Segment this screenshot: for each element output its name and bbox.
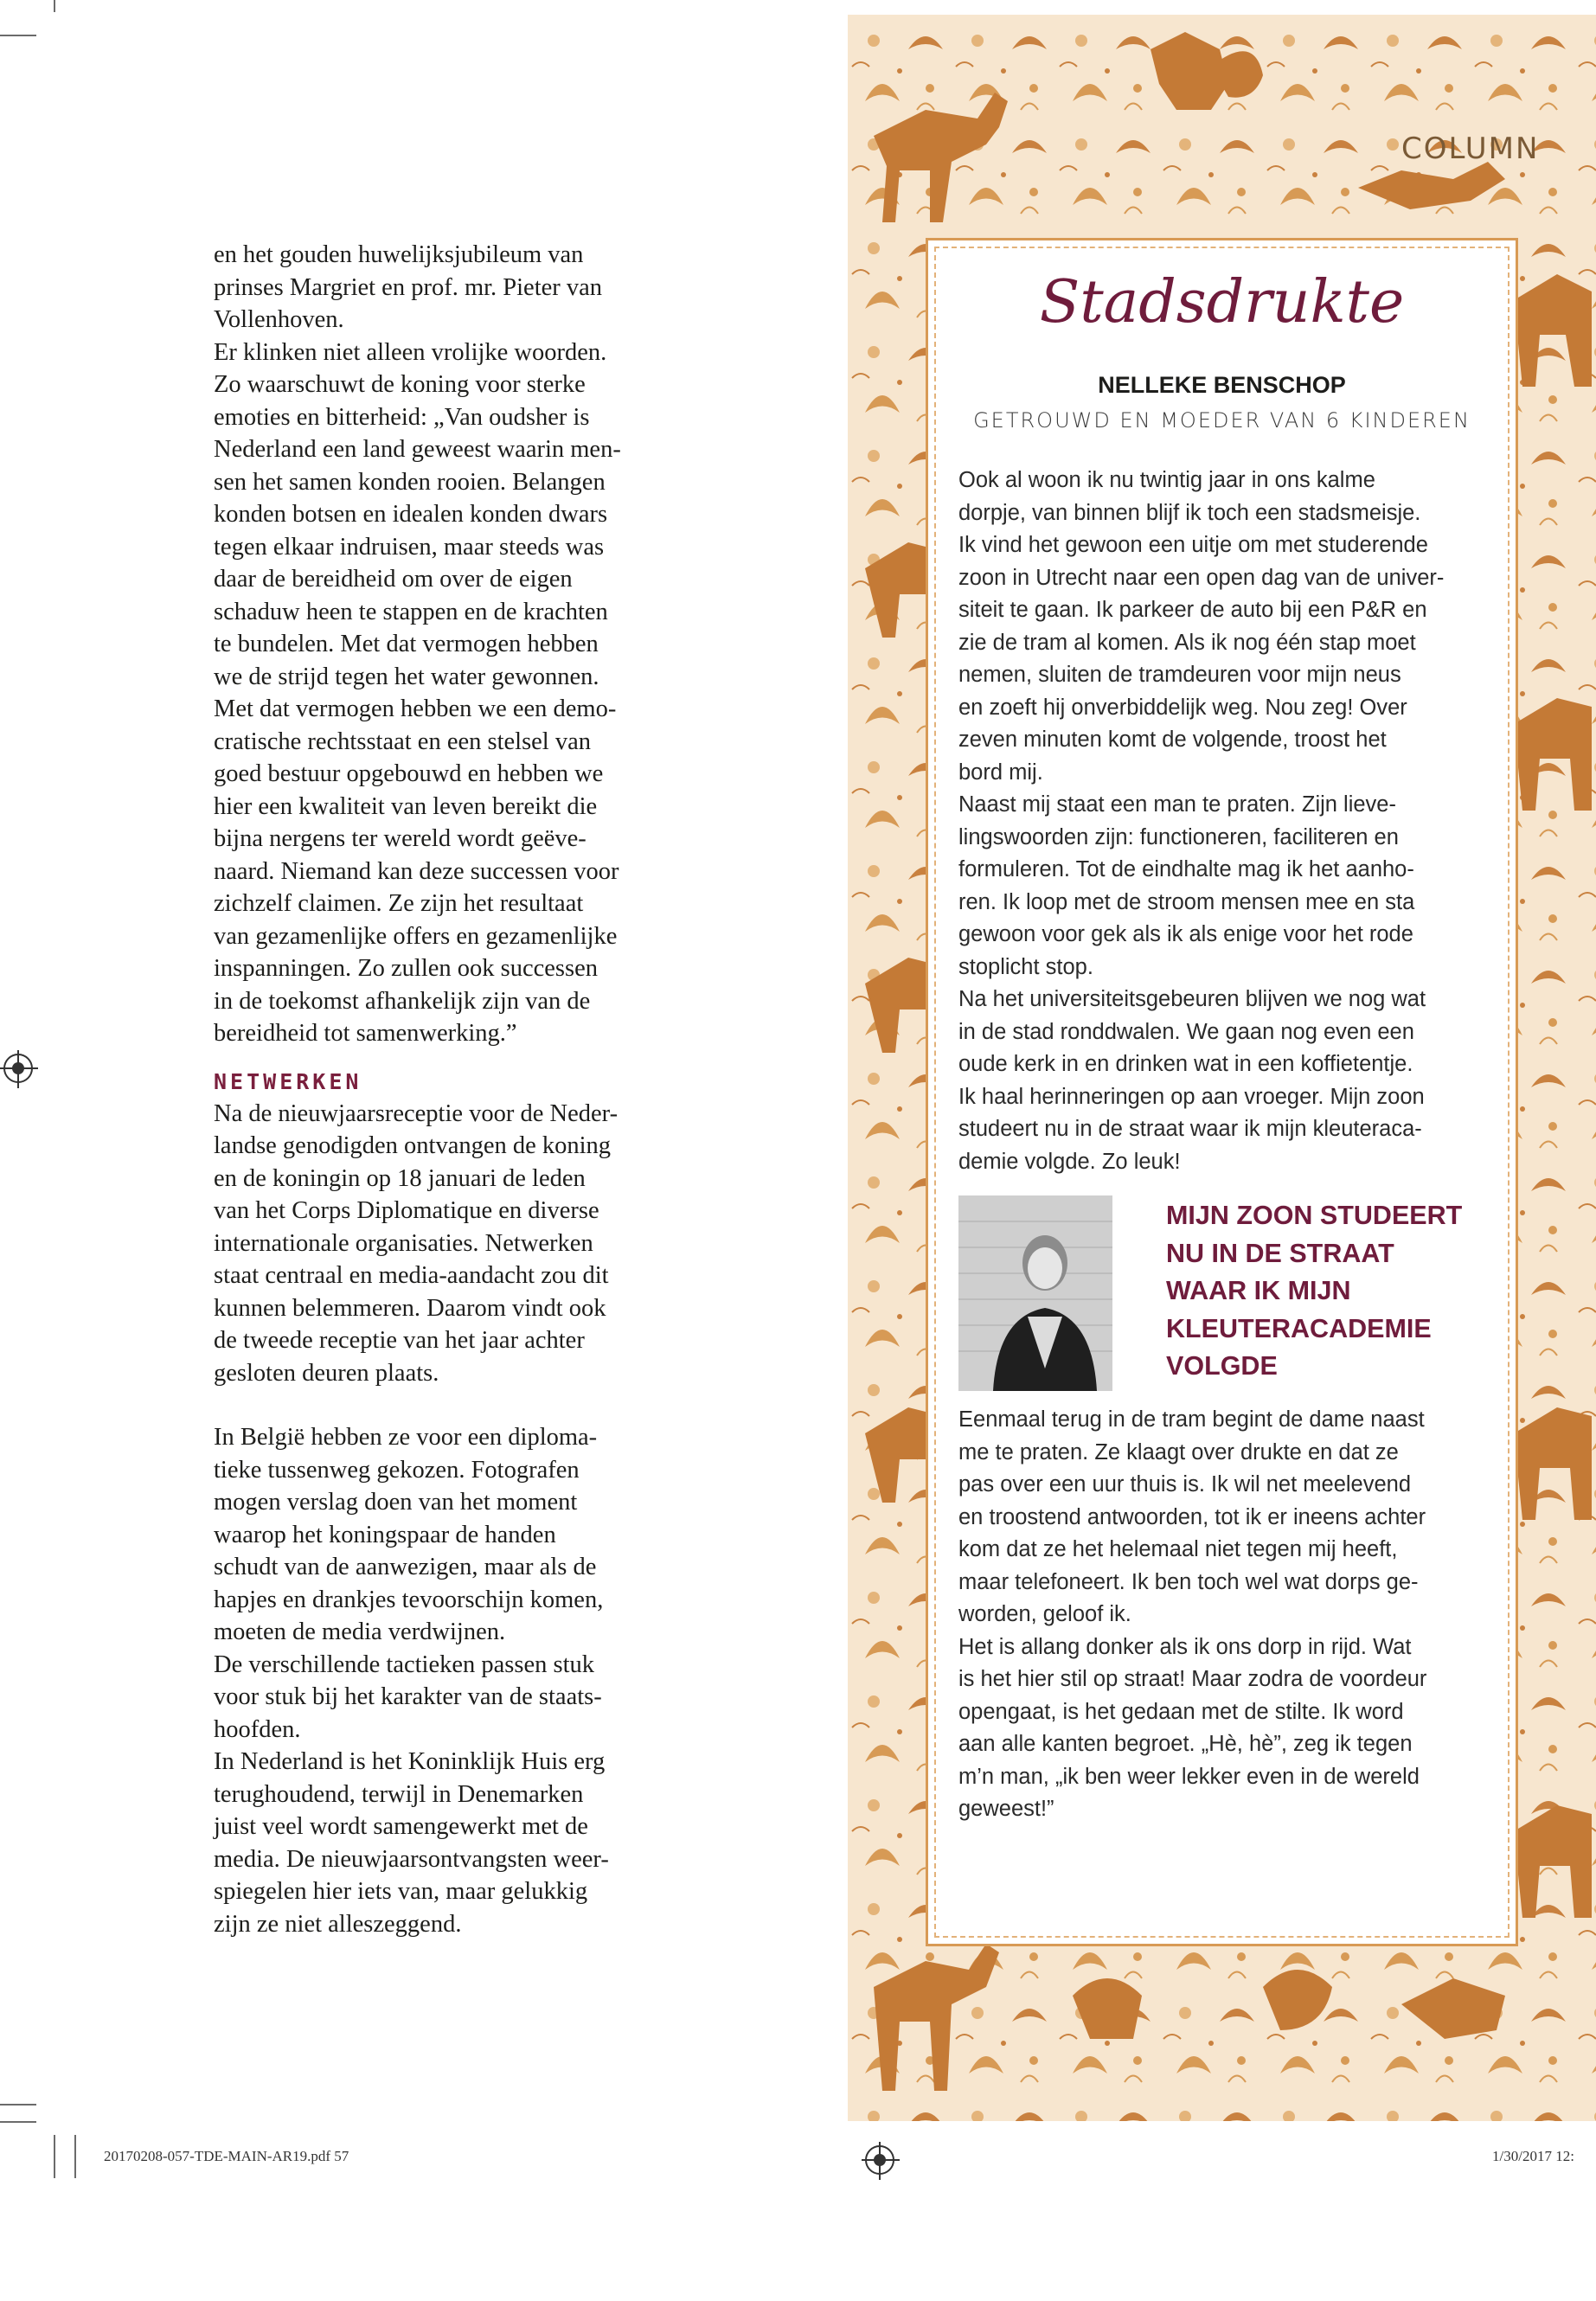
crop-mark: [0, 35, 36, 36]
crop-mark: [0, 2104, 36, 2106]
article-paragraph: In België hebben ze voor een diploma- tieke tussenweg gekozen. Fotografen mogen verslag doen van het moment waarop het koningspaar de handen schudt van de aanwezigen, maar als de hapjes en drankjes tevoorschijn komen, moeten de media verdwijnen. De verschillende tactieken passen stuk voor stuk bij het karakter van de staats- hoofden. In Nederland is het Koninklijk Huis erg terughoudend, terwijl in Denemarken juist veel wordt samengewerkt met de media. De nieuwjaarsontvangsten weer- spiegelen hier iets van, maar gelukkig zijn ze niet alleszeggend.: [214, 1424, 609, 1938]
section-heading: NETWERKEN: [214, 1068, 362, 1094]
column-body: [958, 1404, 1486, 1826]
author-photo: [958, 1195, 1112, 1391]
article-paragraph: Na de nieuwjaarsreceptie voor de Neder- landse genodigden ontvangen de koning en de koningin op 18 januari de leden van het Corps Diplomatique en diverse internationale organisaties. Netwerken staat centraal en media-aandacht zou dit kunnen belemmeren. Daarom vindt ook de tweede receptie van het jaar achter gesloten deuren plaats.: [214, 1099, 619, 1387]
crop-mark: [0, 2121, 36, 2123]
footer-date: 1/30/2017 12:: [1492, 2148, 1574, 2164]
registration-mark-icon: [3, 1054, 33, 1083]
article-column: [214, 239, 672, 1940]
column-author-subtitle: GETROUWD EN MOEDER VAN 6 KINDEREN: [973, 408, 1471, 433]
crop-mark: [74, 2135, 76, 2178]
crop-mark: [54, 0, 55, 12]
crop-mark: [54, 2135, 55, 2178]
column-paragraph: Ook al woon ik nu twintig jaar in ons kalme dorpje, van binnen blijf ik toch een stadsmeisje. Ik vind het gewoon een uitje om met studerende zoon in Utrecht naar een open dag van de univer- siteit te gaan. Ik parkeer de auto bij een P&R en zie de tram al komen. Als ik nog één stap moet nemen, sluiten de tramdeuren voor mijn neus en zoeft hij onverbiddelijk weg. Nou zeg! Over zeven minuten komt de volgende, troost het bord mij. Naast mij staat een man te praten. Zijn lieve- lingswoorden zijn: functioneren, faciliteren en formuleren. Tot de eindhalte mag ik het aanho- ren. Ik loop met de stroom mensen mee en sta gewoon voor gek als ik als enige voor het rode stoplicht stop. Na het universiteitsgebeuren blijven we nog wat in de stad ronddwalen. We gaan nog even een oude kerk in en drinken wat in een koffietentje. Ik haal herinneringen op aan vroeger. Mijn zoon studeert nu in de straat waar ik mijn kleuteraca- demie volgde. Zo leuk!: [958, 468, 1445, 1174]
column-paragraph: Eenmaal terug in de tram begint de dame naast me te praten. Ze klaagt over drukte en dat ze pas over een uur thuis is. Ik wil net meelevend en troostend antwoorden, tot ik er ineens achter kom dat ze het helemaal niet tegen mij heeft, maar telefoneert. Ik ben toch wel wat dorps ge- worden, geloof ik. Het is allang donker als ik ons dorp in rijd. Wat is het hier stil op straat! Maar zodra de voordeur opengaat, is het gedaan met de stilte. Ik word aan alle kanten begroet. „Hè, hè”, zeg ik tegen m’n man, „ik ben weer lekker even in de wereld geweest!”: [958, 1407, 1427, 1821]
pull-quote: MIJN ZOON STUDEERT NU IN DE STRAAT WAAR IK MIJN KLEUTERACADEMIE VOLGDE: [1166, 1201, 1463, 1381]
column-body: [958, 465, 1486, 1178]
footer-file-name: 20170208-057-TDE-MAIN-AR19.pdf 57: [104, 2148, 349, 2164]
column-title: Stadsdrukte: [1039, 268, 1405, 336]
section-label: COLUMN: [1401, 131, 1540, 166]
column-author: NELLEKE BENSCHOP: [1098, 372, 1346, 398]
registration-mark-icon: [865, 2145, 894, 2175]
article-paragraph: en het gouden huwelijksjubileum van prinses Margriet en prof. mr. Pieter van Vollenhoven. Er klinken niet alleen vrolijke woorden. Zo waarschuwt de koning voor sterke emoties en bitterheid: „Van oudsher is Nederland een land geweest waarin men- sen het samen konden rooien. Belangen konden botsen en idealen konden dwars tegen elkaar indruisen, maar steeds was daar de bereidheid om over de eigen schaduw heen te stappen en de krachten te bundelen. Met dat vermogen hebben we de strijd tegen het water gewonnen. Met dat vermogen hebben we een demo- cratische rechtsstaat en een stelsel van goed bestuur opgebouwd en hebben we hier een kwaliteit van leven bereikt die bijna nergens ter wereld wordt geëve- naard. Niemand kan deze successen voor zichzelf claimen. Ze zijn het resultaat van gezamenlijke offers en gezamenlijke inspanningen. Zo zullen ook successen in de toekomst afhankelijk zijn van de bereidheid tot samenwerking.”: [214, 241, 621, 1047]
